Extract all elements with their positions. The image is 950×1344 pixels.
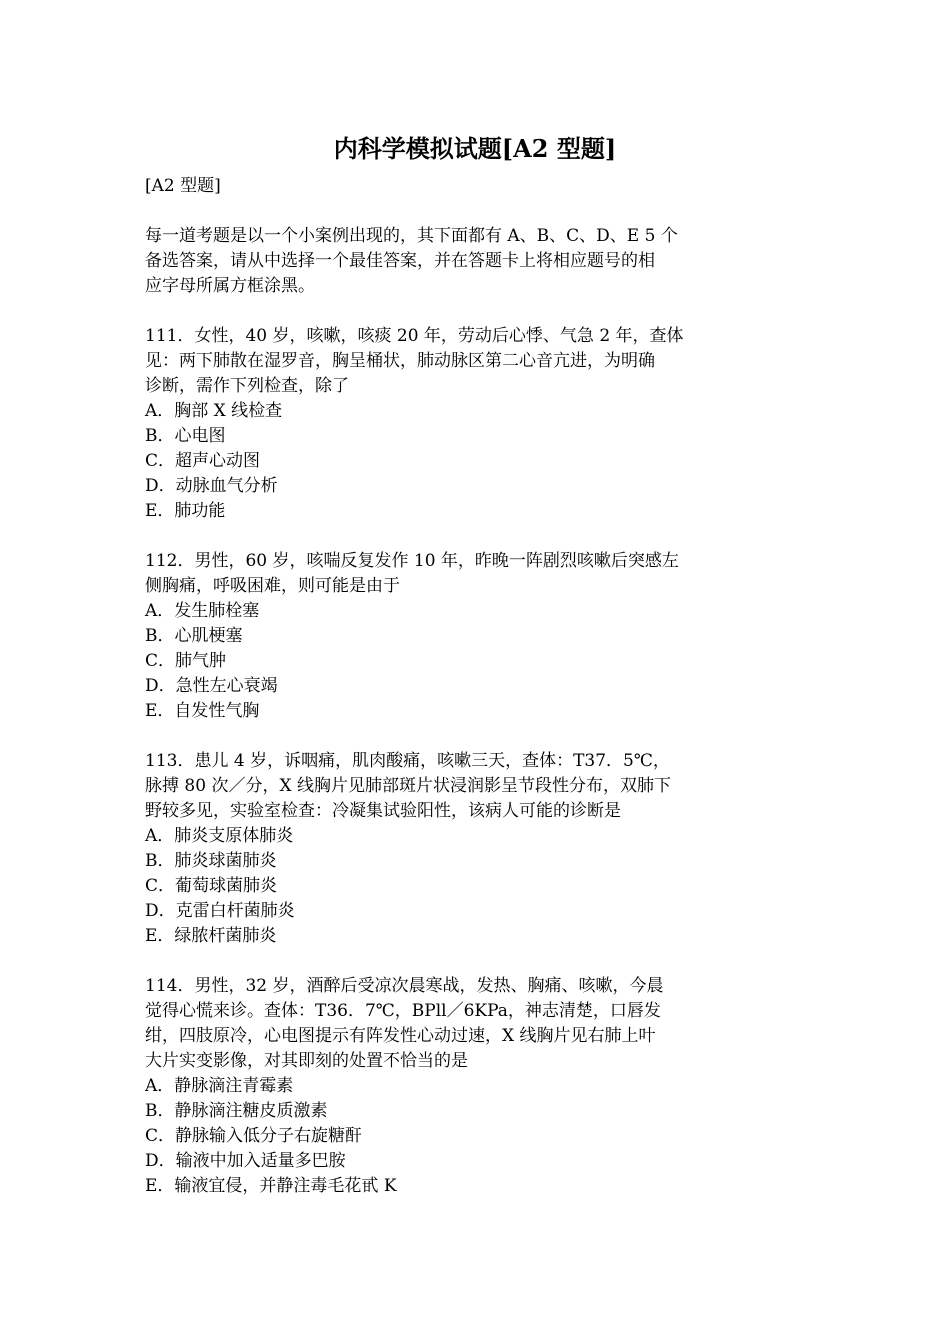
- question-112: [145, 549, 730, 724]
- option-d: D．克雷白杆菌肺炎: [145, 901, 295, 921]
- question-stem-line: 见：两下肺散在湿罗音，胸呈桶状，肺动脉区第二心音亢进，为明确: [145, 351, 655, 371]
- instruction-line: 应字母所属方框涂黑。: [145, 276, 315, 296]
- instructions: [145, 224, 730, 299]
- question-stem-line: 侧胸痛，呼吸困难，则可能是由于: [145, 576, 400, 596]
- option-d: D．动脉血气分析: [145, 476, 278, 496]
- question-stem-line: 112．男性，60 岁，咳喘反复发作 10 年，昨晚一阵剧烈咳嗽后突感左: [145, 551, 679, 571]
- question-stem-line: 113．患儿 4 岁，诉咽痛，肌肉酸痛，咳嗽三天，查体：T37．5℃，: [145, 751, 670, 771]
- question-113: [145, 749, 730, 949]
- question-111: [145, 324, 730, 524]
- spacer: [145, 199, 730, 224]
- option-b: B．心电图: [145, 426, 226, 446]
- option-a: A．静脉滴注青霉素: [145, 1076, 294, 1096]
- option-d: D．急性左心衰竭: [145, 676, 278, 696]
- question-stem-line: 诊断，需作下列检查，除了: [145, 376, 349, 396]
- instruction-line: 每一道考题是以一个小案例出现的，其下面都有 A、B、C、D、E 5 个: [145, 226, 678, 246]
- question-stem-line: 111．女性，40 岁，咳嗽，咳痰 20 年，劳动后心悸、气急 2 年，查体: [145, 326, 684, 346]
- question-stem-line: 绀，四肢原冷，心电图提示有阵发性心动过速，X 线胸片见右肺上叶: [145, 1026, 656, 1046]
- option-a: A．肺炎支原体肺炎: [145, 826, 294, 846]
- question-stem-line: 脉搏 80 次／分，X 线胸片见肺部斑片状浸润影呈节段性分布，双肺下: [145, 776, 671, 796]
- option-e: E．肺功能: [145, 501, 226, 521]
- page-title: 内科学模拟试题[A2 型题]: [333, 134, 617, 163]
- option-b: B．肺炎球菌肺炎: [145, 851, 277, 871]
- instruction-line: 备选答案，请从中选择一个最佳答案，并在答题卡上将相应题号的相: [145, 251, 655, 271]
- option-e: E．自发性气胸: [145, 701, 260, 721]
- question-114: [145, 974, 730, 1199]
- question-stem-line: 大片实变影像，对其即刻的处置不恰当的是: [145, 1051, 468, 1071]
- question-stem-line: 114．男性，32 岁，酒醉后受凉次晨寒战，发热、胸痛、咳嗽，今晨: [145, 976, 664, 996]
- option-a: A．胸部 X 线检查: [145, 401, 283, 421]
- option-a: A．发生肺栓塞: [145, 601, 260, 621]
- option-d: D．输液中加入适量多巴胺: [145, 1151, 346, 1171]
- option-c: C．肺气肿: [145, 651, 227, 671]
- document-body: [145, 174, 730, 1199]
- question-stem-line: 野较多见，实验室检查：冷凝集试验阳性，该病人可能的诊断是: [145, 801, 621, 821]
- option-c: C．超声心动图: [145, 451, 261, 471]
- section-label: [A2 型题]: [145, 176, 221, 196]
- option-e: E．绿脓杆菌肺炎: [145, 926, 277, 946]
- option-c: C．静脉输入低分子右旋糖酐: [145, 1126, 363, 1146]
- question-stem-line: 觉得心慌来诊。查体：T36．7℃，BPll／6KPa，神志清楚，口唇发: [145, 1001, 661, 1021]
- option-b: B．静脉滴注糖皮质激素: [145, 1101, 328, 1121]
- option-b: B．心肌梗塞: [145, 626, 243, 646]
- option-e: E．输液宜侵，并静注毒毛花甙 K: [145, 1176, 397, 1196]
- option-c: C．葡萄球菌肺炎: [145, 876, 278, 896]
